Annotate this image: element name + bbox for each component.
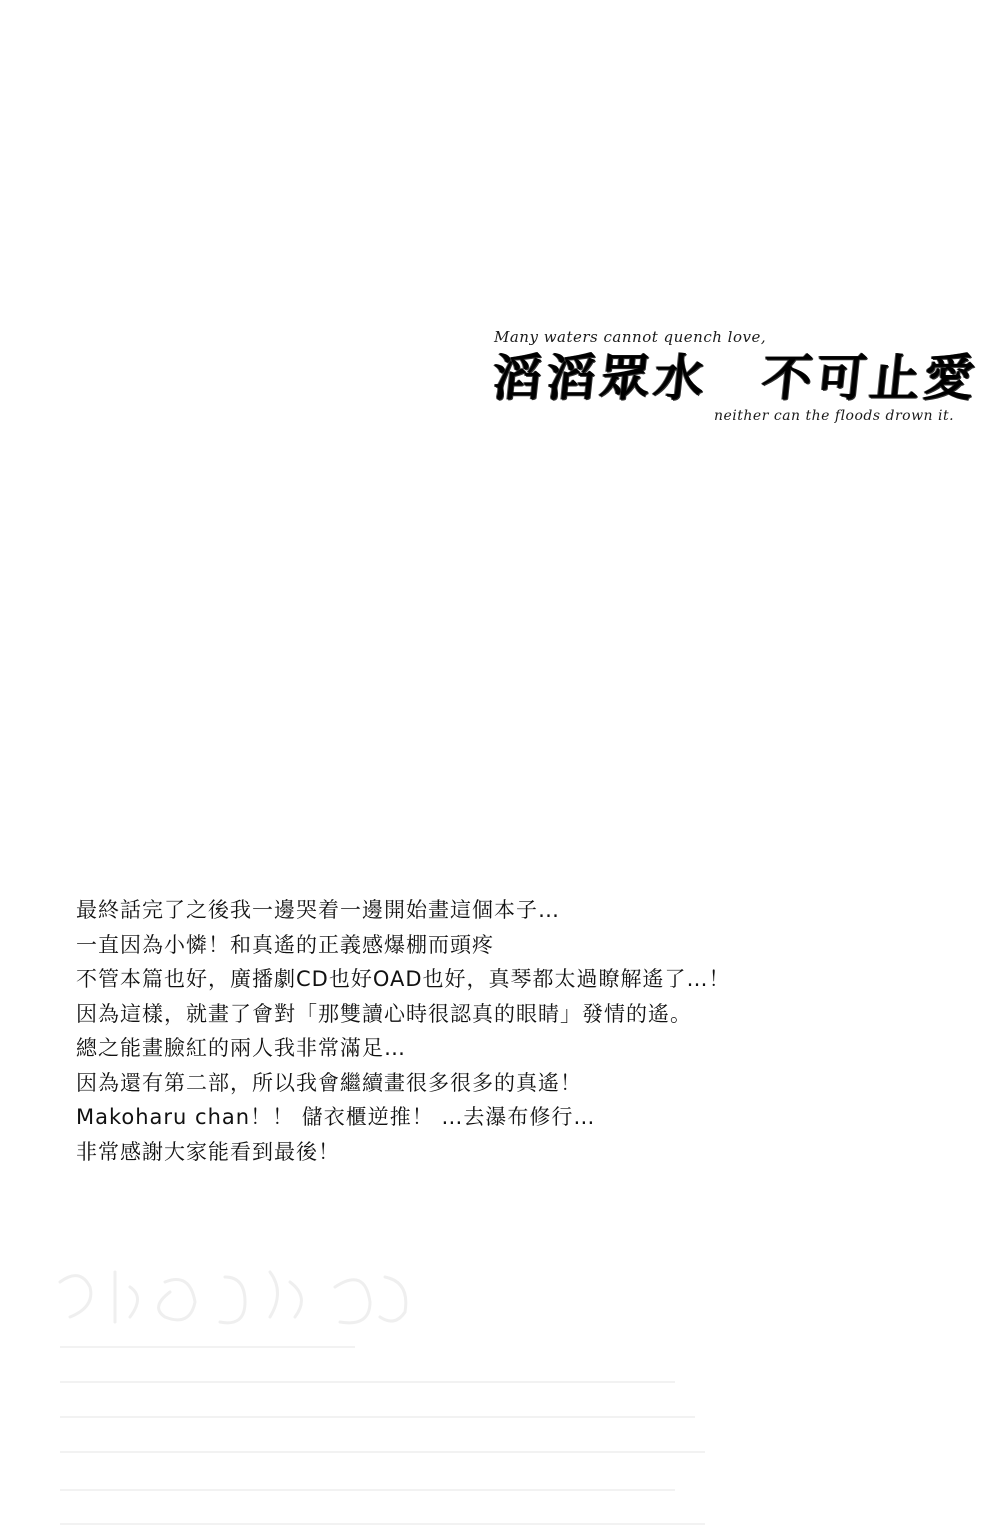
- afterword-line-7: Makoharu chan！！ 儲衣櫃逆推！ …去瀑布修行…: [76, 1105, 596, 1129]
- title-calligraphy: [488, 328, 982, 433]
- title-english-top: Many waters cannot quench love,: [494, 328, 767, 346]
- afterword-text: [76, 893, 936, 1169]
- afterword-line-4: 因為這樣，就畫了會對「那雙讀心時很認真的眼睛」發情的遙。: [76, 1001, 692, 1026]
- afterword-line-3: 不管本篇也好，廣播劇CD也好OAD也好，真琴都太過瞭解遙了…！: [76, 967, 731, 991]
- afterword-line-6: 因為還有第二部，所以我會繼續畫很多很多的真遙！: [76, 1070, 582, 1095]
- afterword-line-8: 非常感謝大家能看到最後！: [76, 1139, 340, 1164]
- title-chinese: 滔滔眾水 不可止愛: [488, 348, 982, 407]
- afterword-line-2: 一直因為小憐！和真遙的正義感爆棚而頭疼: [76, 932, 494, 957]
- bleedthrough-marks: [55, 1262, 955, 1532]
- faint-bleedthrough: [55, 1262, 955, 1532]
- afterword-line-1: 最終話完了之後我一邊哭着一邊開始畫這個本子…: [76, 898, 560, 922]
- title-english-bottom: neither can the floods drown it.: [714, 408, 955, 424]
- afterword-line-5: 總之能畫臉紅的兩人我非常滿足…: [76, 1036, 406, 1060]
